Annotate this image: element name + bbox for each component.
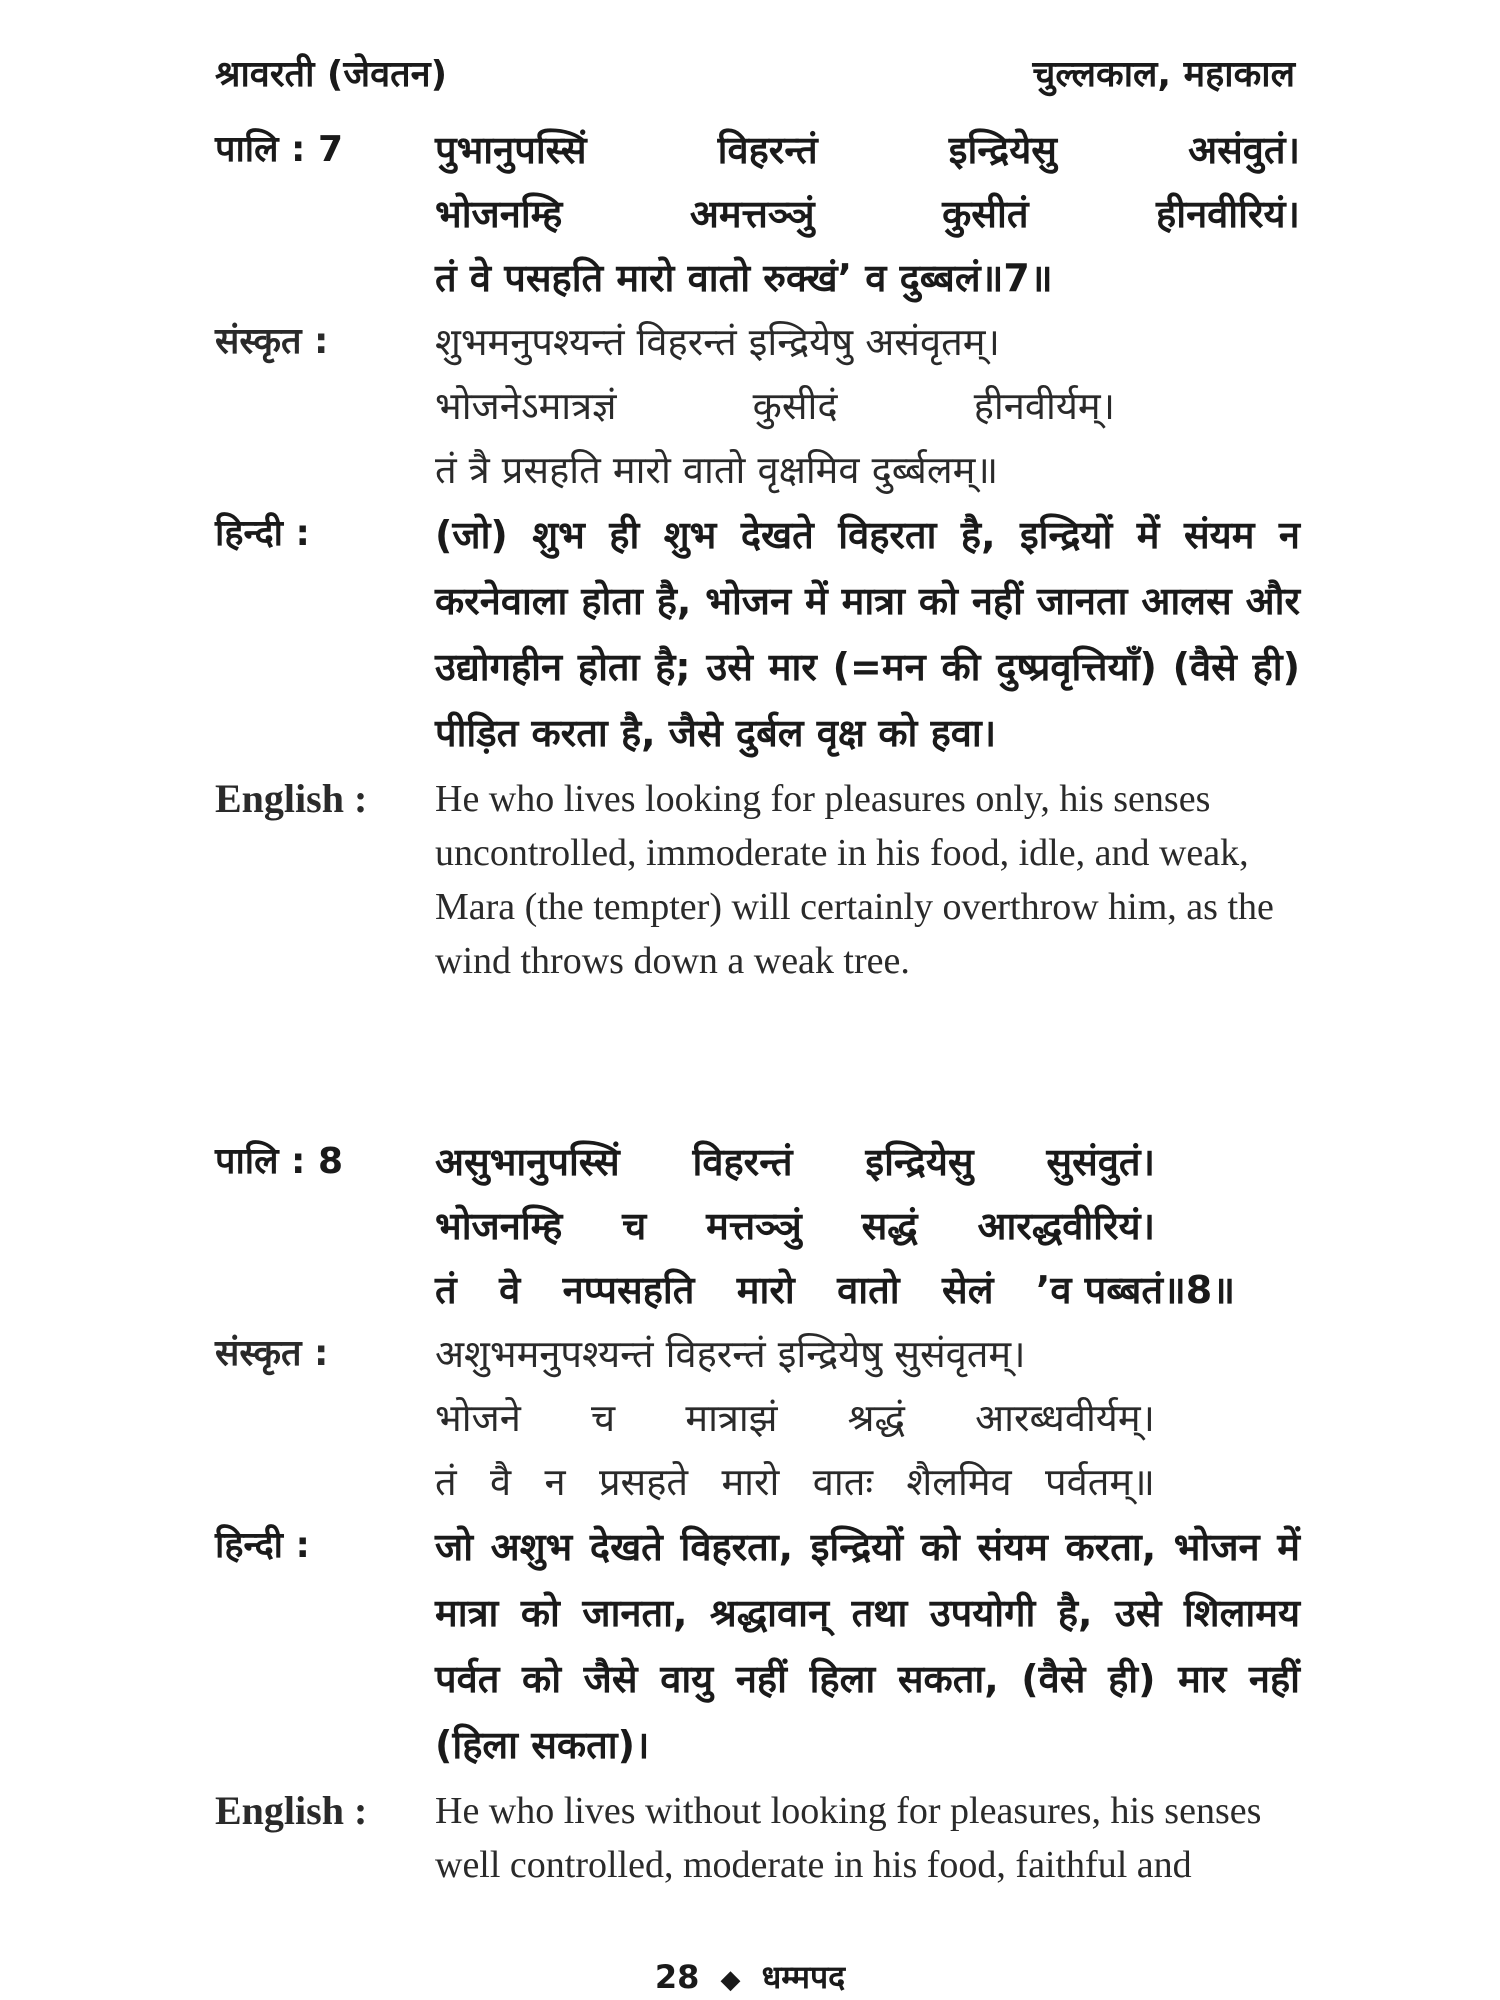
word: असुभानुपस्सिं	[435, 1140, 620, 1184]
word: भोजनम्हि	[435, 1204, 563, 1248]
english-label: English :	[215, 1788, 368, 1833]
pali-line	[435, 246, 1300, 310]
word: इन्द्रियेसु	[865, 1140, 974, 1184]
word: विहरन्तं	[692, 1140, 793, 1184]
word: सेलं	[942, 1268, 994, 1312]
hindi-text: (जो) शुभ ही शुभ देखते विहरता है, इन्द्रियों में संयम न करनेवाला होता है, भोजन में मात्रा को नहीं जानता आलस और उद्योगहीन होता है; उसे मार (=मन की दुष्प्रवृत्तियाँ) (वैसे ही) पीड़ित करता है, जैसे दुर्बल वृक्ष को हवा।	[435, 513, 1300, 755]
pali-line	[435, 1258, 1235, 1322]
word: न	[544, 1460, 566, 1504]
hindi-label: हिन्दी :	[215, 1525, 310, 1566]
word: कुसीतं	[942, 192, 1029, 236]
sanskrit-line	[435, 1386, 1155, 1450]
pali-label: पालि : 7	[215, 129, 344, 170]
word: पर्वतम्॥	[1045, 1460, 1155, 1504]
sanskrit-line	[435, 374, 1115, 438]
word: च	[591, 1396, 616, 1440]
word: अमत्तञ्ञुं	[689, 192, 815, 236]
word: च	[622, 1204, 647, 1248]
word: सुसंवुतं।	[1046, 1140, 1155, 1184]
sanskrit-label: संस्कृत :	[215, 321, 329, 362]
word: वातो	[837, 1268, 900, 1312]
word: हीनवीर्यम्।	[973, 384, 1115, 428]
pali-block	[215, 118, 1300, 310]
word: वै	[490, 1460, 512, 1504]
verse-7	[215, 118, 1300, 988]
word: अशुभमनुपश्यन्तं विहरन्तं इन्द्रियेषु सुसंवृतम्।	[435, 1332, 1026, 1376]
word: नप्पसहति	[562, 1268, 695, 1312]
word: तं	[435, 1268, 457, 1312]
word: तं	[435, 1460, 457, 1504]
sanskrit-line	[435, 1450, 1155, 1514]
word: भोजनम्हि	[435, 192, 563, 236]
word: मारो	[736, 1268, 795, 1312]
pali-block	[215, 1130, 1300, 1322]
diamond-icon: ◆	[720, 1965, 741, 1995]
hindi-block	[215, 1514, 1300, 1778]
word: भोजनेऽमात्रज्ञं	[435, 384, 617, 428]
sanskrit-line	[435, 310, 1300, 374]
english-block	[215, 1784, 1300, 1892]
english-text: He who lives looking for pleasures only, his senses uncontrolled, immoderate in his food, idle, and weak, Mara (the tempter) will certainly overthrow him, as the wind throws down a weak tree.	[435, 778, 1274, 982]
pali-line	[435, 1194, 1155, 1258]
page-footer	[0, 1955, 1500, 1998]
word: कुसीदं	[752, 384, 838, 428]
word: शैलमिव	[906, 1460, 1012, 1504]
word: वे	[499, 1268, 521, 1312]
english-label: English :	[215, 776, 368, 821]
word: इन्द्रियेसु	[948, 128, 1057, 172]
word: हीनवीरियं।	[1156, 192, 1300, 236]
pali-line	[435, 118, 1300, 182]
sanskrit-block	[215, 310, 1300, 502]
word: असंवुतं।	[1188, 128, 1300, 172]
english-block	[215, 772, 1300, 988]
english-text: He who lives without looking for pleasures, his senses well controlled, moderate in his food, faithful and	[435, 1790, 1262, 1886]
sanskrit-label: संस्कृत :	[215, 1333, 329, 1374]
sanskrit-line	[435, 1322, 1300, 1386]
word: सद्धं	[861, 1204, 918, 1248]
hindi-block	[215, 502, 1300, 766]
word: पुभानुपस्सिं	[435, 128, 587, 172]
sanskrit-block	[215, 1322, 1300, 1514]
header-left: श्रावरती (जेवतन)	[215, 54, 448, 95]
verse-8	[215, 1130, 1300, 1892]
word: श्रद्धं	[847, 1396, 905, 1440]
word: विहरन्तं	[717, 128, 818, 172]
running-header	[215, 48, 1295, 98]
word: मात्राझं	[685, 1396, 778, 1440]
book-title: धम्मपद	[761, 1958, 846, 1996]
header-right: चुल्लकाल, महाकाल	[1032, 54, 1295, 95]
pali-label: पालि : 8	[215, 1141, 344, 1182]
word: वातः	[812, 1460, 874, 1504]
page-number: 28	[654, 1958, 700, 1996]
pali-line	[435, 1130, 1155, 1194]
hindi-label: हिन्दी :	[215, 513, 310, 554]
word: तं त्रै प्रसहति मारो वातो वृक्षमिव दुर्ब्बलम्॥	[435, 448, 999, 492]
word: प्रसहते	[598, 1460, 689, 1504]
word: आरद्धवीरियं।	[977, 1204, 1155, 1248]
hindi-text: जो अशुभ देखते विहरता, इन्द्रियों को संयम करता, भोजन में मात्रा को जानता, श्रद्धावान् तथा उपयोगी है, उसे शिलामय पर्वत को जैसे वायु नहीं हिला सकता, (वैसे ही) मार नहीं (हिला सकता)।	[435, 1525, 1300, 1767]
word: मारो	[721, 1460, 780, 1504]
word: भोजने	[435, 1396, 521, 1440]
word: ’व पब्बतं॥8॥	[1035, 1268, 1235, 1312]
pali-line	[435, 182, 1300, 246]
sanskrit-line	[435, 438, 1300, 502]
word: तं वे पसहति मारो वातो रुक्खं’ व दुब्बलं॥7॥	[435, 256, 1053, 300]
word: मत्तञ्ञुं	[706, 1204, 802, 1248]
word: आरब्धवीर्यम्।	[975, 1396, 1155, 1440]
word: शुभमनुपश्यन्तं विहरन्तं इन्द्रियेषु असंवृतम्।	[435, 320, 1000, 364]
